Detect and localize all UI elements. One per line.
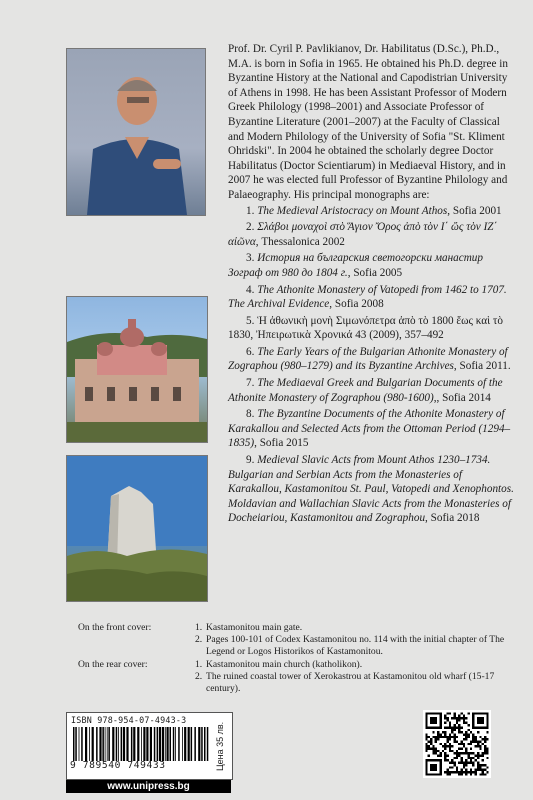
monograph-number: 4.: [246, 283, 258, 296]
tower-photo: [66, 455, 208, 602]
cover-note-text: The ruined coastal tower of Xerokastrou at Kastamonitou old wharf (15-17 century).: [206, 670, 495, 695]
cover-note-number: 2.: [195, 670, 203, 682]
monograph-number: 1.: [246, 204, 258, 217]
price-label: Цена 35 лв.: [215, 721, 225, 771]
isbn-text: ISBN 978-954-07-4943-3: [71, 715, 187, 725]
monograph-item: [228, 283, 516, 312]
monograph-title: The Early Years of the Bulgarian Athonite Monastery of Zographou (980–1279) and its Byzantine Archives: [228, 345, 508, 373]
monograph-title: История на българския светогорски манастир Зограф от 980 до 1804 г.: [228, 252, 483, 279]
monograph-details: , Sofia 2001: [447, 204, 502, 217]
monograph-title: Σλάβοι μοναχοὶ στὸ Ἅγιον Ὄρος ἀπὸ τὸν Ι΄ ὥς τὸν ΙΖ΄ αἰῶνα: [228, 221, 498, 248]
monograph-number: 6.: [246, 345, 258, 358]
rear-cover-label: On the rear cover:: [78, 658, 148, 670]
bio-paragraph: Prof. Dr. Cyril P. Pavlikianov, Dr. Habilitatus (D.Sc.), Ph.D., M.A. is born in Sofia in 1965. He obtained his Ph.D. degree in Byzantine History at the National and Capodistrian University of Athens in 1998. He has been Assistant Professor of Modern Greek Philology (1998–2001) and Associate Professor of Byzantine Literature (2001–2007) at the Faculty of Classical and Modern Philology of the University of Sofia "St. Kliment Ohridski". In 2004 he obtained the scholarly degree Doctor Habilitatus (Doctor Scientiarum) in Mediaeval History, and in 2007 he was elected full Professor of Byzantine Philology and Palaeography. His principal monographs are:: [228, 43, 508, 201]
barcode-bars-icon: [71, 727, 211, 761]
monograph-item: [228, 345, 516, 374]
monograph-item: [228, 376, 516, 405]
monograph-details: , Sofia 2005: [347, 266, 403, 279]
cover-note-item: [195, 622, 518, 634]
monograph-item: [228, 220, 516, 249]
cover-note-number: 1.: [195, 622, 203, 633]
monograph-item: [228, 314, 516, 343]
monograph-title: Medieval Slavic Acts from Mount Athos 1230–1734. Bulgarian and Serbian Acts from the Monasteries of Karakallou, Kastamonitou St. Paul, Vatopedi and Xenophontos. Moldavian and Wallachian Slavic Acts from the Monasteries of Docheiariou, Kastamonitou and Zographou: [228, 454, 514, 525]
cover-note-item: [195, 671, 518, 695]
monograph-title: The Mediaeval Greek and Bulgarian Documents of the Athonite Monastery of Zographou (980-1600): [228, 377, 503, 404]
author-photo: [66, 48, 206, 216]
monograph-item: [228, 204, 516, 219]
monograph-details: , Sofia 2011.: [453, 360, 511, 373]
monograph-title: The Medieval Aristocracy on Mount Athos: [257, 204, 448, 217]
monograph-details: , Sofia 2018: [425, 512, 480, 525]
monograph-item: [228, 251, 516, 280]
monograph-number: 2.: [246, 221, 258, 234]
cover-note-number: 2.: [195, 634, 203, 646]
monastery-photo: [66, 296, 208, 443]
monograph-details: Ἡ ἀθωνικὴ μονὴ Σιμωνόπετρα ἀπὸ τὸ 1800 ἕως καὶ τὸ 1830, Ἠπειρωτικὰ Χρονικά 43 (2009), 357–492: [228, 314, 503, 342]
isbn-barcode: [66, 712, 233, 780]
front-cover-label: On the front cover:: [78, 622, 152, 633]
qr-code-icon[interactable]: [423, 710, 491, 778]
monograph-details: , Thessalonica 2002: [255, 235, 345, 248]
monograph-details: , Sofia 2015: [254, 437, 309, 450]
publisher-website[interactable]: www.unipress.bg: [66, 780, 231, 793]
monograph-title: The Byzantine Documents of the Athonite Monastery of Karakallou and Selected Acts from the Ottoman Period (1294–1835): [228, 408, 511, 450]
cover-note-number: 1.: [195, 658, 203, 670]
cover-notes: [78, 622, 518, 695]
monograph-title: The Athonite Monastery of Vatopedi from 1462 to 1707. The Archival Evidence: [228, 283, 507, 311]
monograph-details: ,, Sofia 2014: [433, 391, 491, 404]
monograph-item: [228, 407, 516, 451]
rear-cover-notes: [78, 659, 518, 696]
monograph-list: [228, 204, 516, 526]
monograph-number: 7.: [246, 377, 258, 390]
front-cover-notes: [78, 622, 518, 659]
cover-note-text: Pages 100-101 of Codex Kastamonitou no. 114 with the initial chapter of The Legend or Logos Historikos of Kastamonitou.: [206, 634, 505, 658]
cover-note-text: Kastamonitou main gate.: [206, 622, 303, 633]
monograph-number: 3.: [246, 252, 258, 265]
author-biography: [228, 42, 516, 528]
cover-note-text: Kastamonitou main church (katholikon).: [206, 658, 363, 670]
cover-note-item: [195, 659, 518, 671]
barcode-digits: 9 789540 749433: [70, 760, 166, 771]
monograph-item: [228, 453, 516, 526]
monograph-details: , Sofia 2008: [329, 298, 384, 311]
monograph-number: 8.: [246, 408, 258, 421]
monograph-number: 5.: [246, 314, 258, 327]
cover-note-item: [195, 634, 518, 658]
monograph-number: 9.: [246, 454, 258, 467]
